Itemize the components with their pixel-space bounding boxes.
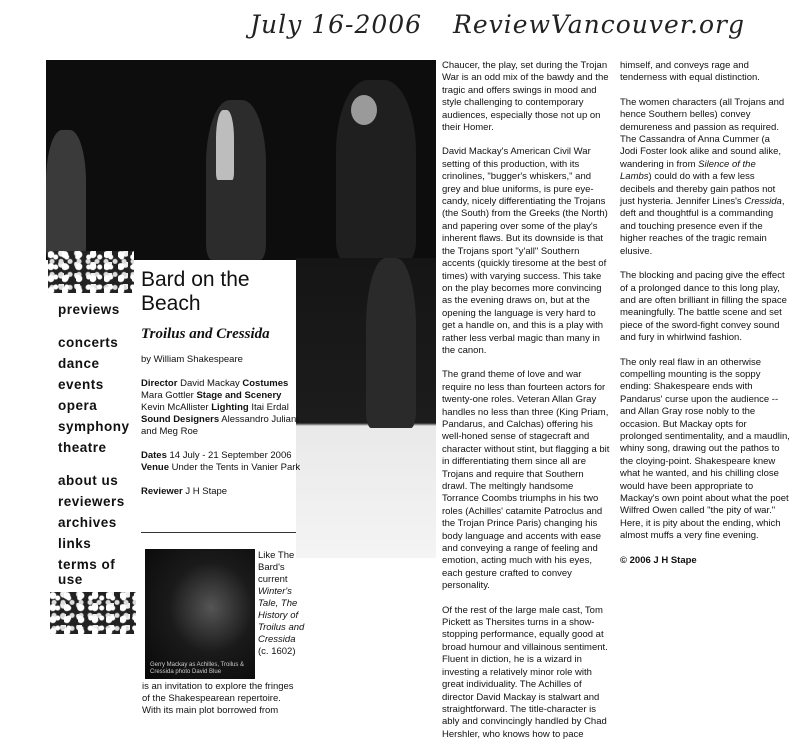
nav-concerts[interactable]: concerts bbox=[58, 335, 119, 350]
dates-venue bbox=[141, 450, 301, 474]
text: The women characters (all Trojans and hence Southern belles) convey demureness and passion as required. The Cassandra of Anna Cummer (a Jodi Foster look alike and sound alike, wandering in from bbox=[620, 96, 785, 170]
paragraph: The only real flaw in an otherwise compelling mounting is the soppy ending: Shakespeare ends with Pandarus' curse upon the audience -- and Allan Gray rose nobly to the occasion. But Mackay opts for prolonged sentimentality, and a maudlin, whiny song, drawing out the pathos to the cloying-point. Shakespeare knew what he wanted, and his chilling close would have been appropriate to Mackay's own point about what the poet Wilfred Owen called "the pity of war." Here, it is pity about the ending, which almost muffs a very fine evening. bbox=[620, 356, 790, 542]
stage-name: Kevin McAllister bbox=[141, 402, 209, 413]
intro-aside-titles: Winter's Tale, The History of Troilus and Cressida bbox=[258, 586, 305, 645]
nav-theatre[interactable]: theatre bbox=[58, 440, 107, 455]
reviewer-line bbox=[141, 486, 301, 498]
paragraph: himself, and conveys rage and tenderness with equal distinction. bbox=[620, 60, 760, 84]
divider bbox=[141, 532, 296, 533]
paragraph: Of the rest of the large male cast, Tom Pickett as Thersites turns in a show-stopping performance, equally good at broad humour and villainous sentiment. Fluent in diction, he is a wizard in investing a relatively minor role with great individuality. The Achilles of director David Mackay is stalwart and straightforward. The title-character is ably and convincingly handled by Chad Hershler, who knows how to pace bbox=[442, 604, 608, 740]
nav-dance[interactable]: dance bbox=[58, 356, 100, 371]
venue-value: Under the Tents in Vanier Park bbox=[171, 462, 301, 473]
author-line: by William Shakespeare bbox=[141, 354, 243, 365]
handwritten-date: July 16-2006 bbox=[250, 10, 423, 39]
lighting-name: Itai Erdal bbox=[251, 402, 289, 413]
paragraph: The grand theme of love and war require no less than fourteen actors for twenty-one roles. Veteran Allan Gray handles no less than three (King Priam, Pandarus, and Calchas) offering his well-honed sense of stagecraft and character without stint, but flagging a bit in differentiating them since all are Trojans and require that Southern drawl. The meltingly handsome Torrance Coombs triumphs in his two roles (Achilles' catamite Patroclus and the Trojan Prince Paris) changing his body language and accents with ease and conveying a range of feeling and emotion, acting much with his eyes, each gesture crafted to convey personality. bbox=[442, 369, 610, 592]
review-title: Bard on the Beach bbox=[141, 268, 250, 315]
credits bbox=[141, 378, 301, 438]
reviewer-name: J H Stape bbox=[185, 486, 228, 497]
intro-aside-date: (c. 1602) bbox=[258, 646, 296, 657]
handwritten-site: ReviewVancouver.org bbox=[453, 10, 745, 39]
photo-face bbox=[351, 95, 377, 125]
nav-opera[interactable]: opera bbox=[58, 398, 98, 413]
director-name: David Mackay bbox=[180, 378, 240, 389]
play-title: Troilus and Cressida bbox=[141, 326, 270, 342]
article-column-middle bbox=[442, 60, 610, 753]
handwritten-annotation bbox=[250, 10, 767, 39]
paragraph: The blocking and pacing give the effect of a prolonged dance to this long play, and are often brilliant in filling the space meaningfully. The battle scene and set piece of the sword-fight convey sound and fury in whirlwind fashion. bbox=[620, 270, 787, 344]
costumes-label: Costumes bbox=[242, 378, 289, 389]
costumes-name: Mara Gottler bbox=[141, 390, 194, 401]
sound-label: Sound Designers bbox=[141, 414, 220, 425]
film-title: Silence of the Lambs bbox=[620, 158, 756, 183]
paragraph: David Mackay's American Civil War setting of this production, with its crinolines, "bugger's whiskers," and grey and blue uniforms, is pure eye-candy, nicely differentiating the Trojans (the South) from the Greeks (the North) and papering over some of the play's inherent flaws. But its downside is that the Trojans sport "y'all" Southern accents (quickly tiresome at the best of times) with varying success. This take on the play becomes more convincing as the evening draws on, but at the opening the language is very hard to get a handle on, and this is a play with rather less verbal magic than many in the canon. bbox=[442, 146, 608, 356]
director-label: Director bbox=[141, 378, 178, 389]
texture-tile-bottom bbox=[50, 592, 136, 634]
dates-value: 14 July - 21 September 2006 bbox=[169, 450, 292, 461]
paragraph-women bbox=[620, 97, 790, 258]
dates-label: Dates bbox=[141, 450, 167, 461]
photo-figure-legs bbox=[366, 258, 416, 428]
photo-figure-left bbox=[46, 130, 86, 260]
intro-aside bbox=[258, 550, 306, 658]
text: ) could do with a few less decibels and thereby gain pathos not just hysteria. Jennifer Lines's bbox=[620, 171, 776, 208]
text: , deft and thoughtful is a commanding and touching presence even if the higher reaches of the tragic remain elusive. bbox=[620, 196, 785, 257]
texture-tile-top bbox=[48, 251, 134, 293]
nav-links[interactable]: links bbox=[58, 536, 92, 551]
nav-reviewers[interactable]: reviewers bbox=[58, 494, 125, 509]
thumbnail-caption: Gerry Mackay as Achilles, Troilus & Cressida photo David Blue bbox=[150, 662, 245, 675]
nav-terms-of-use[interactable]: terms of use bbox=[58, 557, 116, 587]
photo-highlight bbox=[216, 110, 234, 180]
role-title: Cressida bbox=[744, 196, 782, 208]
site-nav bbox=[58, 302, 138, 587]
intro-aside-1: Like The Bard's current bbox=[258, 550, 295, 585]
production-photo bbox=[46, 60, 436, 260]
article-column-right bbox=[620, 60, 790, 579]
thumbnail-photo bbox=[145, 549, 255, 679]
review-header bbox=[141, 268, 301, 510]
reviewer-label: Reviewer bbox=[141, 486, 183, 497]
nav-archives[interactable]: archives bbox=[58, 515, 117, 530]
photo-figure-center bbox=[206, 100, 266, 260]
sound-names: Alessandro Juliani and Meg Roe bbox=[141, 414, 299, 437]
production-photo-lower bbox=[296, 258, 436, 558]
lighting-label: Lighting bbox=[211, 402, 249, 413]
nav-about-us[interactable]: about us bbox=[58, 473, 119, 488]
nav-previews[interactable]: previews bbox=[58, 302, 120, 317]
stage-label: Stage and Scenery bbox=[196, 390, 282, 401]
nav-events[interactable]: events bbox=[58, 377, 104, 392]
intro-text: is an invitation to explore the fringes of the Shakespearean repertoire. With its main plot borrowed from bbox=[142, 681, 294, 716]
nav-symphony[interactable]: symphony bbox=[58, 419, 130, 434]
paragraph: Chaucer, the play, set during the Trojan War is an odd mix of the bawdy and the tragic and offers swings in mood and style challenging to contemporary audiences, especially those not up on their Homer. bbox=[442, 60, 609, 134]
venue-label: Venue bbox=[141, 462, 169, 473]
copyright: © 2006 J H Stape bbox=[620, 554, 697, 566]
